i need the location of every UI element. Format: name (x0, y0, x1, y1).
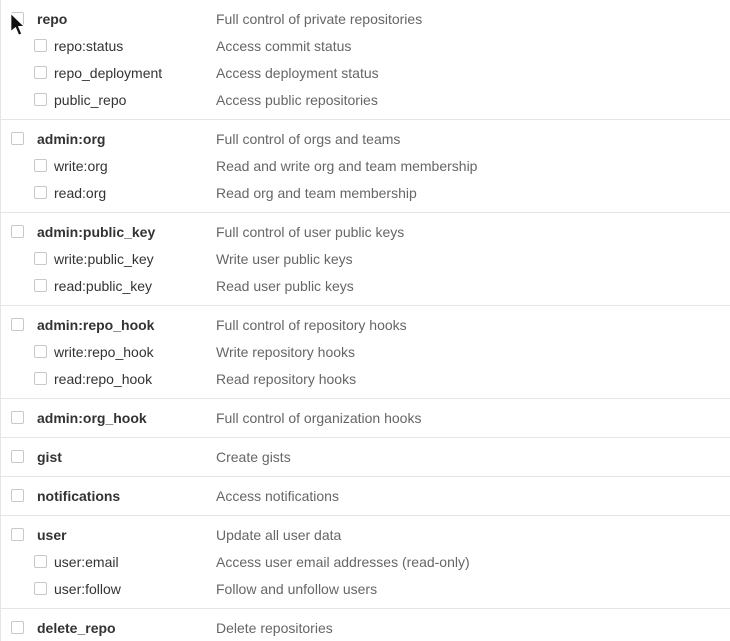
checkbox-read:public_key[interactable] (34, 279, 47, 292)
scope-group-admin:org_hook (1, 399, 730, 438)
scope-description: Create gists (216, 448, 291, 465)
scope-description: Update all user data (216, 526, 342, 543)
scope-label: read:repo_hook (54, 370, 153, 387)
scope-name-column (1, 620, 216, 636)
scope-description: Access user email addresses (read-only) (216, 553, 470, 570)
checkbox-repo_deployment[interactable] (34, 66, 47, 79)
checkbox-repo[interactable] (11, 12, 24, 25)
scope-group-repo (1, 0, 730, 120)
scope-name-column (1, 410, 216, 426)
checkbox-admin:repo_hook[interactable] (11, 318, 24, 331)
checkbox-admin:public_key[interactable] (11, 225, 24, 238)
scope-group-gist (1, 438, 730, 477)
scope-row-admin:org (1, 125, 730, 152)
checkbox-write:org[interactable] (34, 159, 47, 172)
scope-label: user:follow (54, 580, 121, 597)
scope-description: Full control of private repositories (216, 10, 423, 27)
scope-label: admin:repo_hook (37, 316, 155, 333)
scope-row-read:public_key (1, 272, 730, 299)
scope-row-user:follow (1, 575, 730, 602)
checkbox-read:org[interactable] (34, 186, 47, 199)
scope-description: Delete repositories (216, 619, 333, 636)
scope-label: repo_deployment (54, 64, 163, 81)
scope-row-gist (1, 443, 730, 470)
scope-group-admin:org (1, 120, 730, 213)
scope-row-repo (1, 5, 730, 32)
checkbox-write:public_key[interactable] (34, 252, 47, 265)
scope-name-column (1, 488, 216, 504)
checkbox-read:repo_hook[interactable] (34, 372, 47, 385)
scope-group-admin:repo_hook (1, 306, 730, 399)
scope-description: Follow and unfollow users (216, 580, 378, 597)
scope-row-notifications (1, 482, 730, 509)
checkbox-user:email[interactable] (34, 555, 47, 568)
scope-label: write:org (54, 157, 108, 174)
scope-group-delete_repo (1, 609, 730, 641)
scope-row-write:public_key (1, 245, 730, 272)
checkbox-notifications[interactable] (11, 489, 24, 502)
scope-name-column (1, 38, 216, 54)
scope-description: Read user public keys (216, 277, 354, 294)
scope-description: Access deployment status (216, 64, 379, 81)
scope-description: Read org and team membership (216, 184, 417, 201)
scope-name-column (1, 554, 216, 570)
scope-label: notifications (37, 487, 121, 504)
scope-description: Write repository hooks (216, 343, 356, 360)
scope-description: Access commit status (216, 37, 352, 54)
scope-label: read:public_key (54, 277, 153, 294)
scope-group-admin:public_key (1, 213, 730, 306)
checkbox-repo:status[interactable] (34, 39, 47, 52)
scope-row-read:repo_hook (1, 365, 730, 392)
scope-name-column (1, 278, 216, 294)
scope-description: Access notifications (216, 487, 339, 504)
scope-label: repo:status (54, 37, 124, 54)
scope-name-column (1, 344, 216, 360)
scope-row-delete_repo (1, 614, 730, 641)
scope-name-column (1, 224, 216, 240)
scope-row-admin:public_key (1, 218, 730, 245)
checkbox-public_repo[interactable] (34, 93, 47, 106)
scope-row-repo:status (1, 32, 730, 59)
checkbox-write:repo_hook[interactable] (34, 345, 47, 358)
checkbox-gist[interactable] (11, 450, 24, 463)
scope-description: Full control of user public keys (216, 223, 405, 240)
scope-description: Full control of orgs and teams (216, 130, 401, 147)
scope-name-column (1, 581, 216, 597)
scope-label: delete_repo (37, 619, 116, 636)
scope-group-user (1, 516, 730, 609)
scope-row-public_repo (1, 86, 730, 113)
scope-name-column (1, 92, 216, 108)
checkbox-delete_repo[interactable] (11, 621, 24, 634)
scope-name-column (1, 449, 216, 465)
scope-description: Full control of repository hooks (216, 316, 407, 333)
scope-label: admin:org_hook (37, 409, 147, 426)
checkbox-admin:org[interactable] (11, 132, 24, 145)
scope-label: user (37, 526, 67, 543)
scope-group-notifications (1, 477, 730, 516)
scope-name-column (1, 131, 216, 147)
scope-name-column (1, 158, 216, 174)
scope-description: Write user public keys (216, 250, 353, 267)
scope-name-column (1, 317, 216, 333)
scope-label: admin:public_key (37, 223, 156, 240)
scope-row-user:email (1, 548, 730, 575)
scope-label: admin:org (37, 130, 106, 147)
scope-row-user (1, 521, 730, 548)
scope-row-write:org (1, 152, 730, 179)
scope-label: repo (37, 10, 68, 27)
scope-name-column (1, 371, 216, 387)
scope-description: Full control of organization hooks (216, 409, 422, 426)
scope-description: Read repository hooks (216, 370, 357, 387)
scope-name-column (1, 527, 216, 543)
scope-label: read:org (54, 184, 107, 201)
scope-label: gist (37, 448, 62, 465)
scope-name-column (1, 11, 216, 27)
scope-label: write:repo_hook (54, 343, 154, 360)
scope-name-column (1, 185, 216, 201)
checkbox-user:follow[interactable] (34, 582, 47, 595)
scope-row-write:repo_hook (1, 338, 730, 365)
scope-row-admin:org_hook (1, 404, 730, 431)
scope-row-read:org (1, 179, 730, 206)
scope-name-column (1, 251, 216, 267)
checkbox-user[interactable] (11, 528, 24, 541)
scope-name-column (1, 65, 216, 81)
scope-label: write:public_key (54, 250, 154, 267)
scope-label: user:email (54, 553, 119, 570)
scope-description: Access public repositories (216, 91, 378, 108)
scope-row-admin:repo_hook (1, 311, 730, 338)
scope-description: Read and write org and team membership (216, 157, 478, 174)
scope-row-repo_deployment (1, 59, 730, 86)
scope-label: public_repo (54, 91, 127, 108)
checkbox-admin:org_hook[interactable] (11, 411, 24, 424)
